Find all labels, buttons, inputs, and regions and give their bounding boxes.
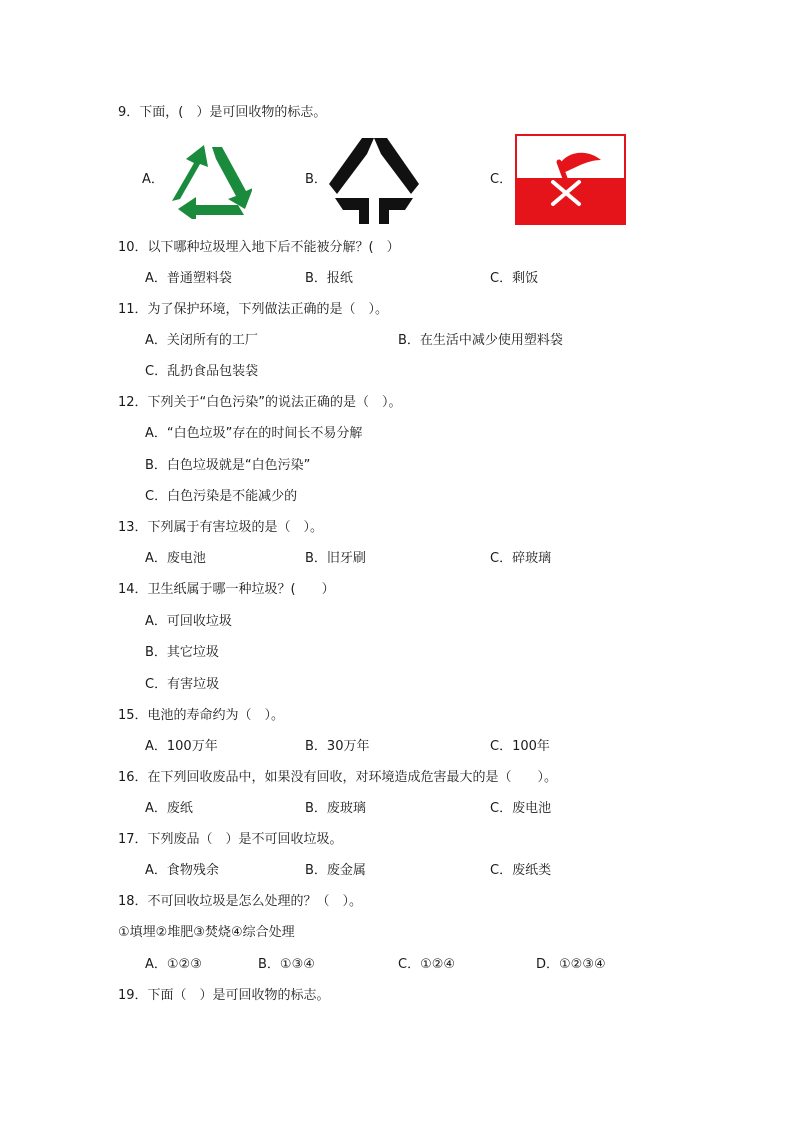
question-13-option-c[interactable]: C．碎玻璃	[490, 551, 552, 566]
question-16-option-b[interactable]: B．废玻璃	[305, 801, 366, 816]
question-15-stem: 15．电池的寿命约为（ ）。	[118, 708, 285, 723]
question-9-stem: 9．下面，( ）是可回收物的标志。	[118, 105, 327, 120]
question-19-stem: 19．下面（ ）是可回收物的标志。	[118, 988, 330, 1003]
question-10-option-c[interactable]: C．剩饭	[490, 271, 539, 286]
question-14-option-a[interactable]: A．可回收垃圾	[145, 614, 232, 629]
question-10-stem: 10．以下哪种垃圾埋入地下后不能被分解？( ）	[118, 240, 400, 255]
question-13-option-b[interactable]: B．旧牙刷	[305, 551, 366, 566]
question-16-option-c[interactable]: C．废电池	[490, 801, 552, 816]
question-11-option-b[interactable]: B．在生活中减少使用塑料袋	[398, 333, 563, 348]
question-15-option-b[interactable]: B．30万年	[305, 739, 370, 754]
question-18-option-d[interactable]: D．①②③④	[536, 957, 606, 972]
question-9-option-a[interactable]: A．	[142, 172, 164, 187]
question-18-option-c[interactable]: C．①②④	[398, 957, 456, 972]
black-tree-arrows-icon	[329, 136, 419, 228]
question-15-option-a[interactable]: A．100万年	[145, 739, 218, 754]
question-12-option-c[interactable]: C．白色污染是不能减少的	[145, 489, 298, 504]
question-16-stem: 16．在下列回收废品中，如果没有回收，对环境造成危害最大的是（ ）。	[118, 770, 558, 785]
question-16-option-a[interactable]: A．废纸	[145, 801, 193, 816]
recycle-arrows-icon	[166, 139, 252, 223]
question-12-stem: 12．下列关于“白色污染”的说法正确的是（ ）。	[118, 395, 402, 410]
question-15-option-c[interactable]: C．100年	[490, 739, 550, 754]
question-9-option-b[interactable]: B．	[305, 172, 327, 187]
question-14-option-b[interactable]: B．其它垃圾	[145, 645, 219, 660]
question-18-stem: 18．不可回收垃圾是怎么处理的？（ ）。	[118, 894, 363, 909]
question-11-option-c[interactable]: C．乱扔食品包装袋	[145, 364, 259, 379]
question-17-option-c[interactable]: C．废纸类	[490, 863, 552, 878]
question-11-option-a[interactable]: A．关闭所有的工厂	[145, 333, 258, 348]
question-17-option-b[interactable]: B．废金属	[305, 863, 366, 878]
question-11-stem: 11．为了保护环境，下列做法正确的是（ ）。	[118, 302, 389, 317]
question-18-option-a[interactable]: A．①②③	[145, 957, 202, 972]
question-17-stem: 17．下列废品（ ）是不可回收垃圾。	[118, 832, 343, 847]
question-12-option-b[interactable]: B．白色垃圾就是“白色污染”	[145, 458, 311, 473]
question-13-option-a[interactable]: A．废电池	[145, 551, 206, 566]
question-14-option-c[interactable]: C．有害垃圾	[145, 677, 220, 692]
red-white-flag-icon	[515, 134, 626, 229]
question-12-option-a[interactable]: A．“白色垃圾”存在的时间长不易分解	[145, 426, 363, 441]
question-17-option-a[interactable]: A．食物残余	[145, 863, 219, 878]
question-18-methods: ①填埋②堆肥③焚烧④综合处理	[118, 925, 295, 940]
question-10-option-b[interactable]: B．报纸	[305, 271, 353, 286]
question-9-option-c[interactable]: C．	[490, 172, 513, 187]
question-13-stem: 13．下列属于有害垃圾的是（ ）。	[118, 520, 324, 535]
question-18-option-b[interactable]: B．①③④	[258, 957, 315, 972]
question-10-option-a[interactable]: A．普通塑料袋	[145, 271, 232, 286]
question-14-stem: 14．卫生纸属于哪一种垃圾？( ）	[118, 582, 335, 597]
